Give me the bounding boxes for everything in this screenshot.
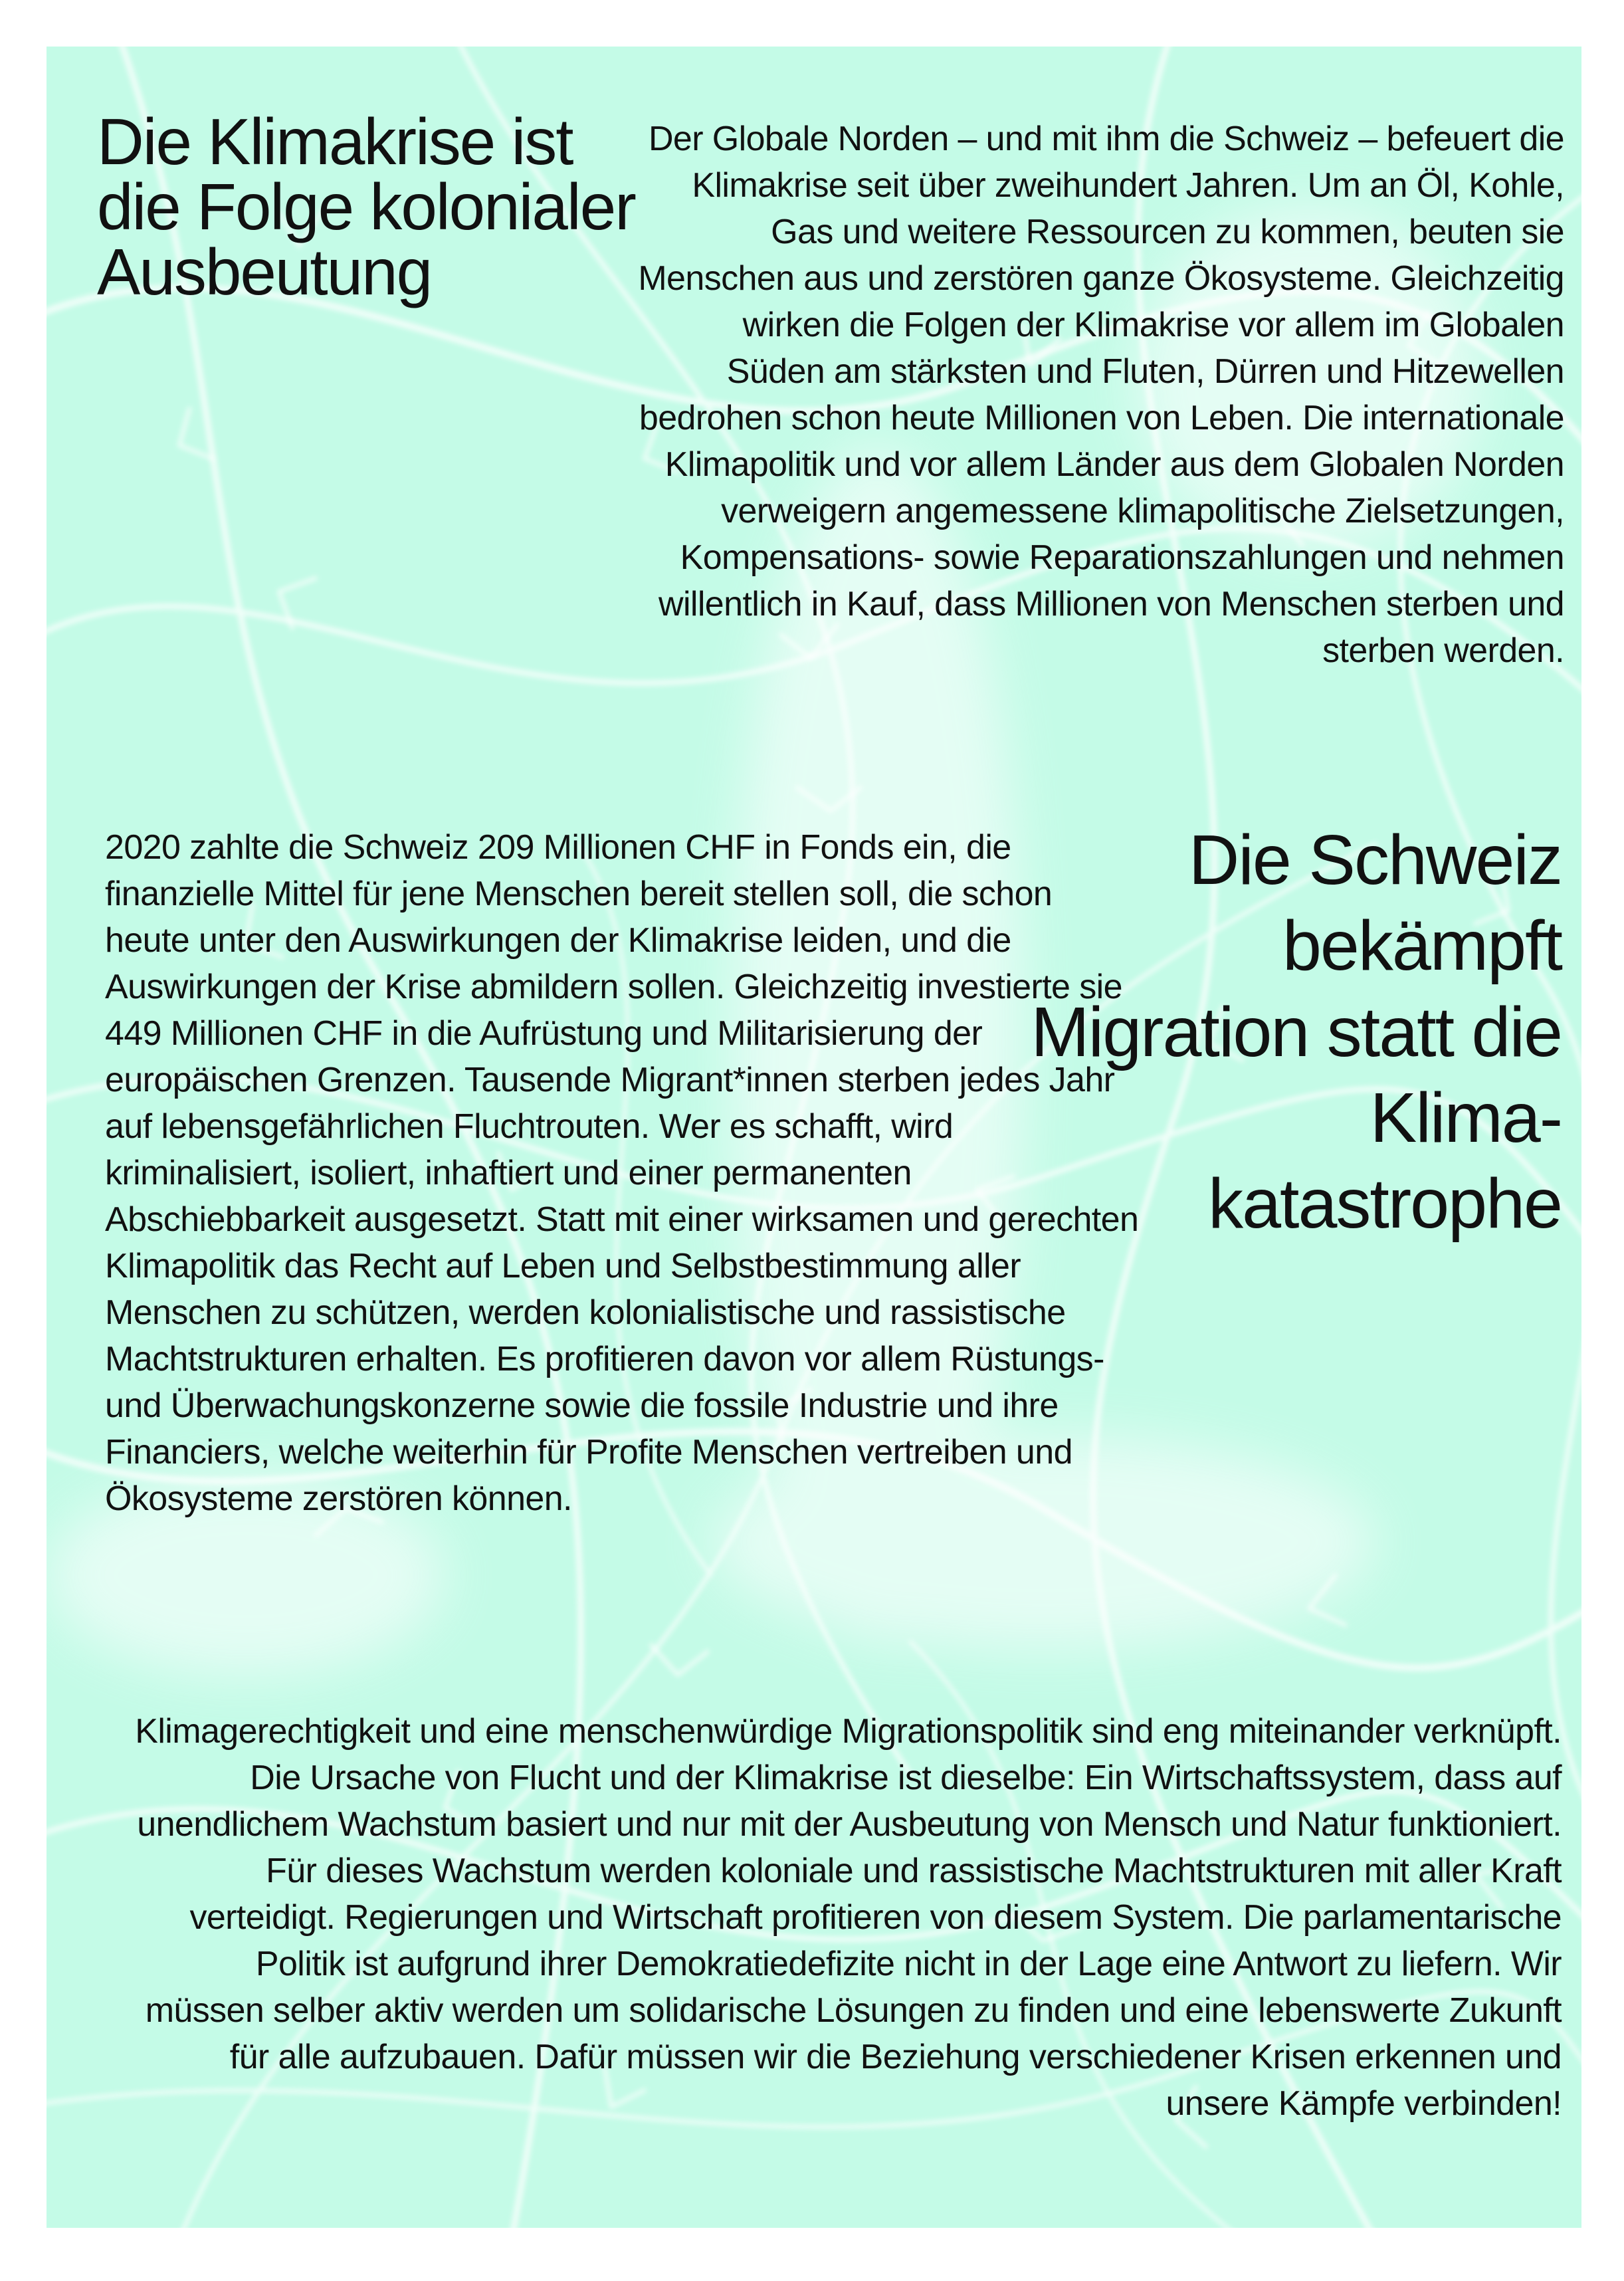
paragraph-schweiz-zahlungen: 2020 zahlte die Schweiz 209 Millionen CHF in Fonds ein, die finanzielle Mittel für jene Menschen bereit stellen soll, die schon heute unter den Auswirkungen der Klimakrise leiden, und die Auswirkungen der Krise abmildern sollen. Gleichzeitig investierte sie 449 Millionen CHF in die Aufrüstung und Militarisierung der europäischen Grenzen. Tausende Migrant*innen sterben jedes Jahr auf lebensgefährlichen Fluchtrouten. Wer es schafft, wird kriminalisiert, isoliert, inhaftiert und einer permanenten Abschiebbarkeit ausgesetzt. Statt mit einer wirksamen und gerechten Klimapolitik das Recht auf Leben und Selbstbestimmung aller Menschen zu schützen, werden kolonialistische und rassistische Machtstrukturen erhalten. Es profitieren davon vor allem Rüstungs- und Überwachungskonzerne sowie die fossile Industrie und ihre Financiers, welche weiterhin für Profite Menschen vertreiben und Ökosysteme zerstören können.	[105, 828, 1139, 1518]
headline-schweiz-migration: Die Schweiz bekämpft Migration statt die Klima-katastrophe	[1031, 821, 1562, 1244]
paragraph-klimagerechtigkeit: Klimagerechtigkeit und eine menschenwürdige Migrationspolitik sind eng miteinander verknüpft. Die Ursache von Flucht und der Klimakrise ist dieselbe: Ein Wirtschaftssystem, dass auf unendlichem Wachstum basiert und nur mit der Ausbeutung von Mensch und Natur funktioniert. Für dieses Wachstum werden koloniale und rassistische Machtstrukturen mit aller Kraft verteidigt. Regierungen und Wirtschaft profitieren von diesem System. Die parlamentarische Politik ist aufgrund ihrer Demokratiedefizite nicht in der Lage eine Antwort zu liefern. Wir müssen selber aktiv werden um solidarische Lösungen zu finden und eine lebenswerte Zukunft für alle aufzubauen. Dafür müssen wir die Beziehung verschiedener Krisen erkennen und unsere Kämpfe verbinden!	[135, 1712, 1562, 2123]
poster-page	[47, 47, 1581, 2228]
headline-klimakrise: Die Klimakrise ist die Folge kolonialer Ausbeutung	[97, 105, 635, 308]
paragraph-globaler-norden: Der Globale Norden – und mit ihm die Schweiz – befeuert die Klimakrise seit über zweihundert Jahren. Um an Öl, Kohle, Gas und weitere Ressourcen zu kommen, beuten sie Menschen aus und zerstören ganze Ökosysteme. Gleichzeitig wirken die Folgen der Klimakrise vor allem im Globalen Süden am stärksten und Fluten, Dürren und Hitzewellen bedrohen schon heute Millionen von Leben. Die internationale Klimapolitik und vor allem Länder aus dem Globalen Norden verweigern angemessene klimapolitische Zielsetzungen, Kompensations- sowie Reparationszahlungen und nehmen willentlich in Kauf, dass Millionen von Menschen sterben und sterben werden.	[638, 120, 1564, 670]
